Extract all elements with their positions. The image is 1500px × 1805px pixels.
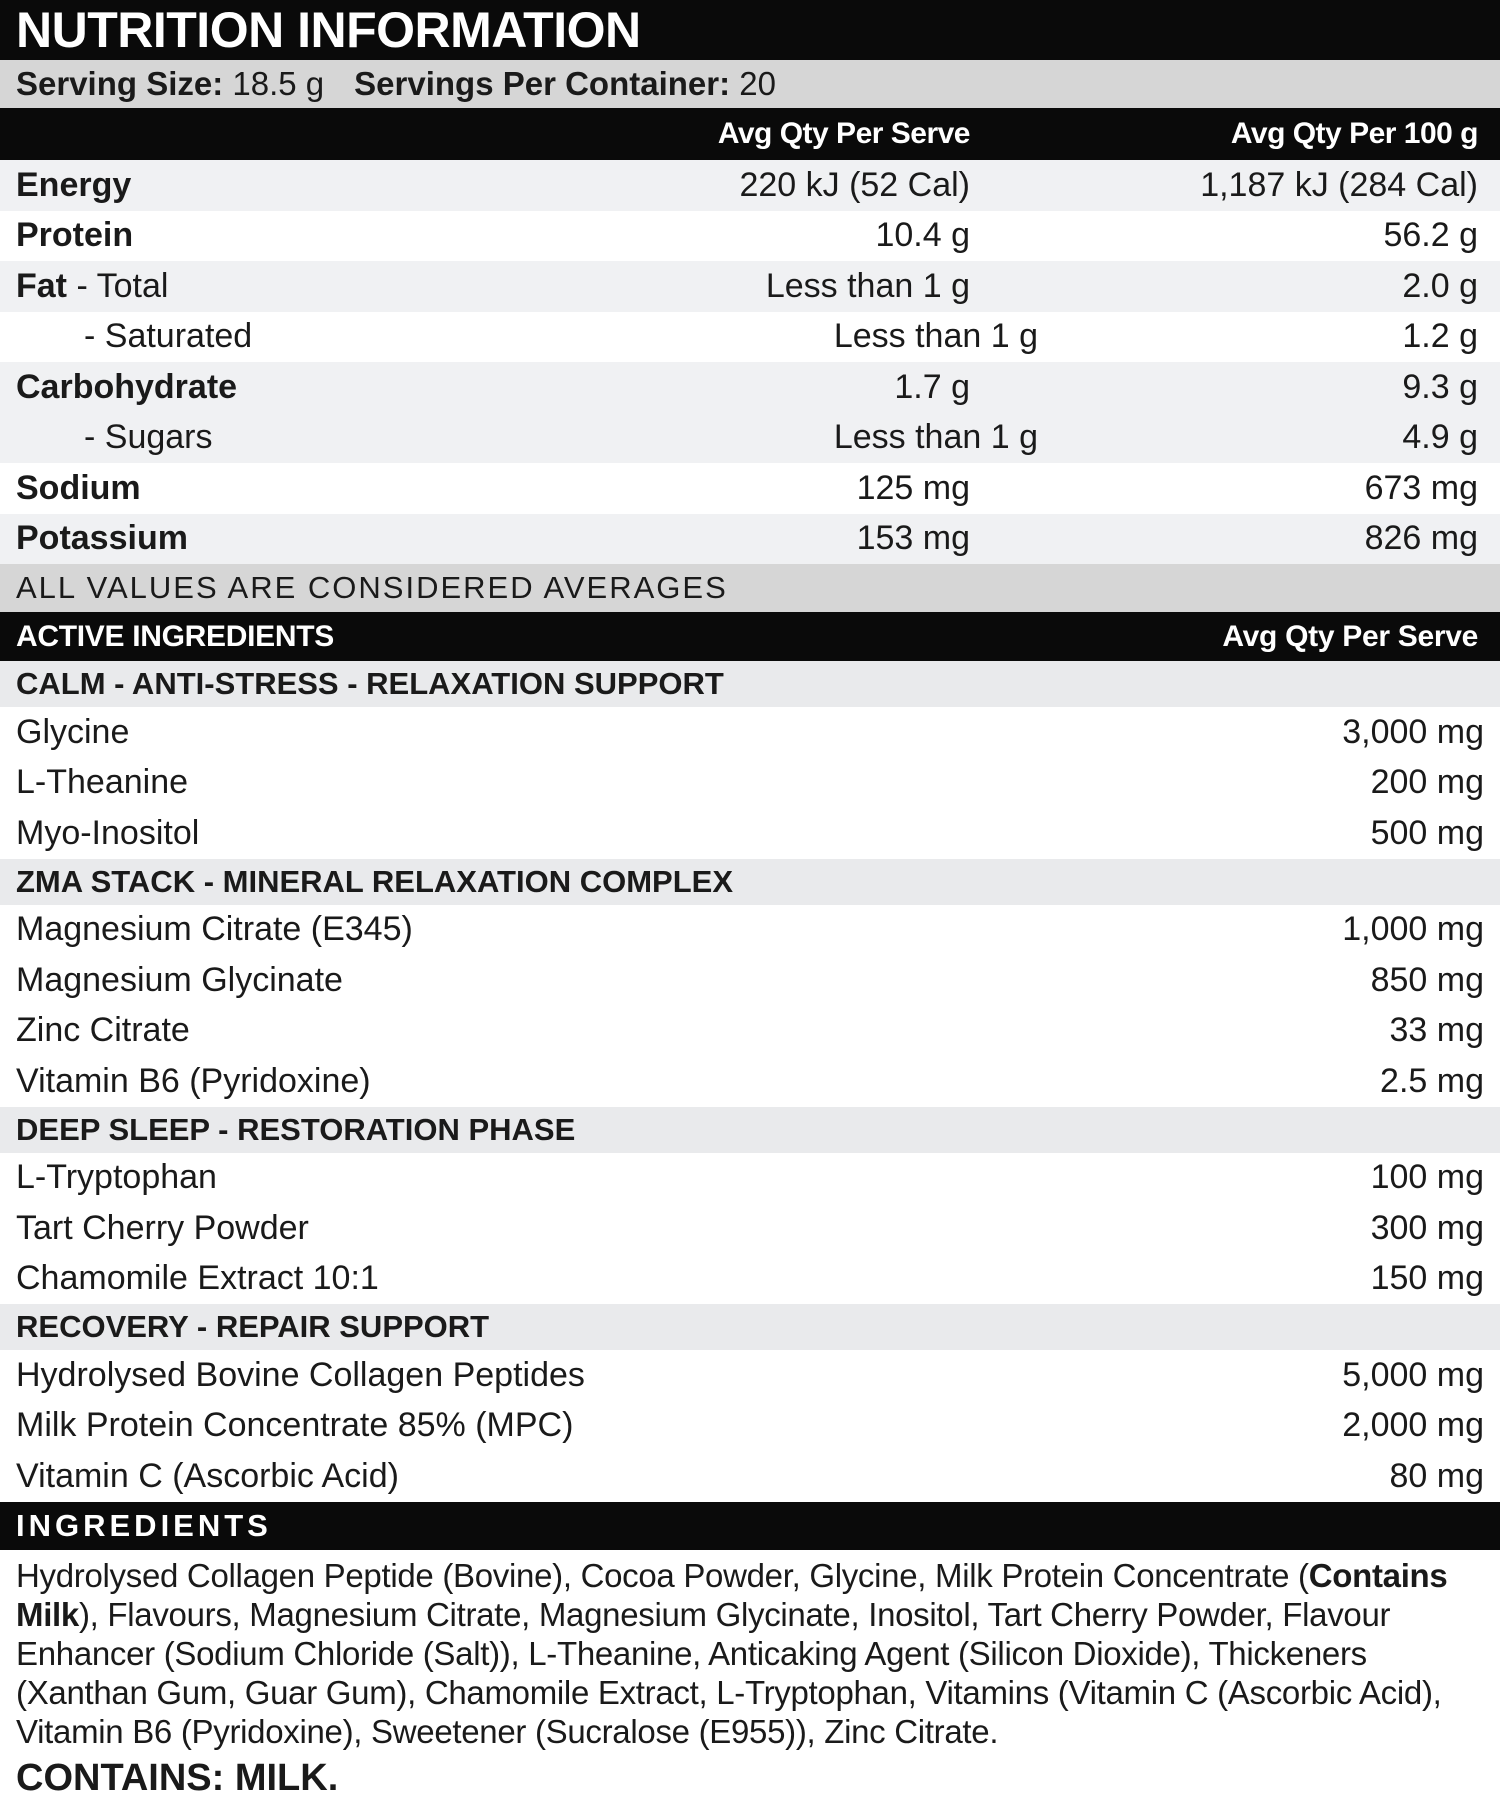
active-ingredients-header — [0, 612, 1500, 661]
list-item — [0, 1350, 1500, 1401]
list-item — [0, 1153, 1500, 1204]
table-row — [0, 261, 1500, 312]
ingredient-qty: 5,000 mg — [1342, 1355, 1484, 1394]
ingredient-qty: 2,000 mg — [1342, 1406, 1484, 1445]
ingredient-qty: 850 mg — [1370, 960, 1484, 999]
per-100g-value: 9.3 g — [1402, 367, 1478, 406]
ingredient-qty: 200 mg — [1370, 763, 1484, 802]
nutrient-name: Potassium — [16, 519, 188, 558]
list-item — [0, 1006, 1500, 1057]
col-header-per-serve: Avg Qty Per Serve — [717, 117, 970, 150]
ingredient-name: Magnesium Citrate (E345) — [16, 910, 413, 949]
ingredient-name: L-Tryptophan — [16, 1158, 217, 1197]
ingredient-qty: 150 mg — [1370, 1259, 1484, 1298]
list-item — [0, 1254, 1500, 1305]
table-row — [0, 362, 1500, 413]
table-row — [0, 211, 1500, 262]
per-100g-value: 1,187 kJ (284 Cal) — [1200, 165, 1478, 204]
ingredient-qty: 300 mg — [1370, 1208, 1484, 1247]
ingredient-qty: 100 mg — [1370, 1158, 1484, 1197]
list-item — [0, 955, 1500, 1006]
per-serve-value: Less than 1 g — [833, 317, 1038, 356]
nutrient-subname: - Sugars — [84, 418, 213, 457]
list-item — [0, 1451, 1500, 1502]
allergen-bold: Contains Milk — [16, 1556, 1448, 1633]
per-serve-value: 10.4 g — [875, 216, 970, 255]
list-item — [0, 1056, 1500, 1107]
ingredient-name: Vitamin C (Ascorbic Acid) — [16, 1456, 399, 1495]
active-ingredients-title: ACTIVE INGREDIENTS — [16, 619, 334, 653]
list-item — [0, 1203, 1500, 1254]
ingredient-qty: 1,000 mg — [1342, 910, 1484, 949]
list-item — [0, 758, 1500, 809]
ingredients-text-part: Hydrolysed Collagen Peptide (Bovine), Cocoa Powder, Glycine, Milk Protein Concentrate ( — [16, 1556, 1309, 1594]
ingredient-qty: 3,000 mg — [1342, 712, 1484, 751]
ingredient-name: Milk Protein Concentrate 85% (MPC) — [16, 1406, 574, 1445]
list-item — [0, 707, 1500, 758]
col-header-per-100g: Avg Qty Per 100 g — [1230, 117, 1478, 150]
ingredient-name: Zinc Citrate — [16, 1011, 190, 1050]
per-100g-value: 1.2 g — [1402, 317, 1478, 356]
ingredient-name: Chamomile Extract 10:1 — [16, 1259, 379, 1298]
ingredient-name: Magnesium Glycinate — [16, 960, 343, 999]
ingredient-name: Myo-Inositol — [16, 813, 200, 852]
list-item — [0, 808, 1500, 859]
per-100g-value: 56.2 g — [1383, 216, 1478, 255]
per-serve-value: Less than 1 g — [765, 266, 970, 305]
ingredient-name: L-Theanine — [16, 763, 189, 802]
ingredient-qty: 2.5 mg — [1380, 1061, 1484, 1100]
ingredient-group-title: RECOVERY - REPAIR SUPPORT — [0, 1304, 1500, 1350]
averages-note: ALL VALUES ARE CONSIDERED AVERAGES — [0, 564, 1500, 612]
servings-per-container-value: 20 — [739, 65, 776, 102]
nutrition-rows — [0, 160, 1500, 564]
nutrient-subname: - Saturated — [84, 317, 253, 356]
ingredient-name: Vitamin B6 (Pyridoxine) — [16, 1061, 371, 1100]
table-row — [0, 463, 1500, 514]
per-serve-value: 153 mg — [856, 519, 970, 558]
nutrient-name: Fat — [16, 266, 67, 305]
ingredients-text-part: ), Flavours, Magnesium Citrate, Magnesium Glycinate, Inositol, Tart Cherry Powder, Flavour Enhancer (Sodium Chloride (Salt)), L-Theanine, Anticaking Agent (Silicon Dioxide), Thickeners (Xanthan Gum, Guar Gum), Chamomile Extract, L-Tryptophan, Vitamins (Vitamin C (Ascorbic Acid), Vitamin B6 (Pyridoxine), Sweetener (Sucralose (E955)), Zinc Citrate. — [16, 1595, 1442, 1750]
per-100g-value: 673 mg — [1364, 468, 1478, 507]
active-col-per-serve: Avg Qty Per Serve — [1222, 619, 1478, 653]
per-serve-value: 1.7 g — [894, 367, 970, 406]
ingredient-group-title: ZMA STACK - MINERAL RELAXATION COMPLEX — [0, 859, 1500, 905]
per-serve-value: 220 kJ (52 Cal) — [739, 165, 970, 204]
ingredient-group-title: DEEP SLEEP - RESTORATION PHASE — [0, 1107, 1500, 1153]
ingredient-name: Tart Cherry Powder — [16, 1208, 309, 1247]
nutrient-name: Carbohydrate — [16, 367, 238, 406]
nutrient-subname: - Total — [67, 266, 169, 305]
panel-title: NUTRITION INFORMATION — [0, 0, 1500, 60]
serving-size-label: Serving Size: — [16, 65, 224, 102]
ingredient-group-title: CALM - ANTI-STRESS - RELAXATION SUPPORT — [0, 661, 1500, 707]
ingredient-name: Glycine — [16, 712, 130, 751]
ingredients-text — [0, 1550, 1500, 1751]
per-100g-value: 2.0 g — [1402, 266, 1478, 305]
servings-per-container-label: Servings Per Container: — [354, 65, 731, 102]
ingredient-qty: 80 mg — [1389, 1456, 1484, 1495]
nutrition-header — [0, 108, 1500, 160]
allergen-statement: CONTAINS: MILK. — [16, 1756, 339, 1799]
nutrient-name: Sodium — [16, 468, 141, 507]
table-row — [0, 514, 1500, 565]
ingredient-name: Hydrolysed Bovine Collagen Peptides — [16, 1355, 585, 1394]
serving-info — [0, 60, 1500, 108]
serving-size-value: 18.5 g — [232, 65, 325, 102]
per-serve-value: 125 mg — [856, 468, 970, 507]
nutrient-name: Protein — [16, 216, 134, 255]
per-100g-value: 826 mg — [1364, 519, 1478, 558]
per-serve-value: Less than 1 g — [833, 418, 1038, 457]
per-100g-value: 4.9 g — [1402, 418, 1478, 457]
list-item — [0, 905, 1500, 956]
list-item — [0, 1401, 1500, 1452]
table-row — [0, 312, 1500, 363]
ingredients-header: INGREDIENTS — [0, 1502, 1500, 1550]
table-row — [0, 413, 1500, 464]
nutrient-name: Energy — [16, 165, 132, 204]
table-row — [0, 160, 1500, 211]
ingredient-qty: 500 mg — [1370, 813, 1484, 852]
ingredient-qty: 33 mg — [1389, 1011, 1484, 1050]
